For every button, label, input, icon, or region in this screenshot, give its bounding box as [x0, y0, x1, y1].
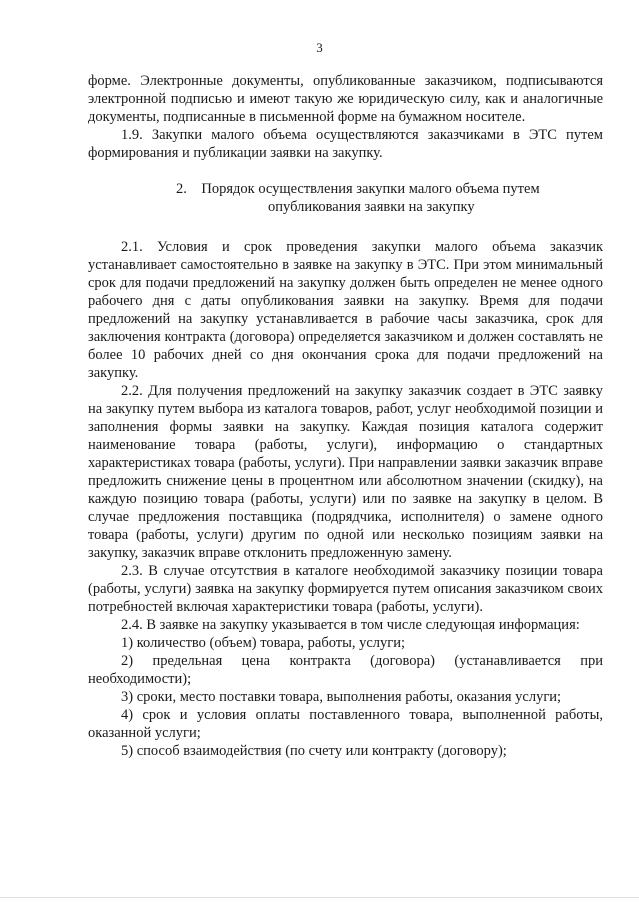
section-title-line1: Порядок осуществления закупки малого объема путем — [201, 181, 540, 197]
clause-2-1: 2.1. Условия и срок проведения закупки малого объема заказчик устанавливает самостоятельно в заявке на закупку в ЭТС. При этом минимальный срок для подачи предложений на закупку должен быть определен не менее одного рабочего дня с даты опубликования заявки на закупку. Время для подачи предложений на закупку устанавливается в рабочие часы заказчика, срок для заключения контракта (договора) определяется заказчиком и должен составлять не более 10 рабочих дней со дня окончания срока для подачи предложений на закупку. — [88, 239, 603, 381]
document-body — [88, 72, 603, 760]
clause-2-3: 2.3. В случае отсутствия в каталоге необходимой заказчику позиции товара (работы, услуги) заявка на закупку формируется путем описания заказчиком своих потребностей включая характеристики товара (работы, услуги). — [88, 563, 603, 615]
paragraph-continuation: форме. Электронные документы, опубликованные заказчиком, подписываются электронной подписью и имеют такую же юридическую силу, как и аналогичные документы, подписанные в письменной форме на бумажном носителе. — [88, 73, 603, 125]
paragraph-1-9: 1.9. Закупки малого объема осуществляются заказчиками в ЭТС путем формирования и публикации заявки на закупку. — [88, 127, 603, 161]
section-number: 2. — [176, 181, 187, 197]
clause-2-2: 2.2. Для получения предложений на закупку заказчик создает в ЭТС заявку на закупку путем выбора из каталога товаров, работ, услуг необходимой позиции и заполнения формы заявки на закупку. Каждая позиция каталога содержит наименование товара (работы, услуги), информацию о стандартных характеристиках товара (работы, услуги). При направлении заявки заказчик вправе предложить снижение цены в процентном или абсолютном значении (скидку), на каждую позицию товара (работы, услуги) или по заявке на закупку в целом. В случае предложения поставщика (подрядчика, исполнителя) о замене одного товара (работы, услуги) другим по одной или несколько позициям заявки на закупку, заказчик вправе отклонить предложенную замену. — [88, 383, 603, 561]
list-item: 2) предельная цена контракта (договора) (устанавливается при необходимости); — [88, 653, 603, 687]
list-item: 4) срок и условия оплаты поставленного товара, выполненной работы, оказанной услуги; — [88, 707, 603, 741]
section-heading — [88, 180, 603, 216]
page-number: 3 — [316, 40, 323, 55]
page-edge-line — [0, 897, 639, 898]
list-item: 1) количество (объем) товара, работы, услуги; — [121, 635, 405, 651]
clause-2-4: 2.4. В заявке на закупку указывается в том числе следующая информация: — [121, 617, 580, 633]
section-title-line2: опубликования заявки на закупку — [268, 199, 475, 215]
list-item: 3) сроки, место поставки товара, выполнения работы, оказания услуги; — [121, 689, 562, 705]
list-item: 5) способ взаимодействия (по счету или контракту (договору); — [121, 743, 507, 759]
